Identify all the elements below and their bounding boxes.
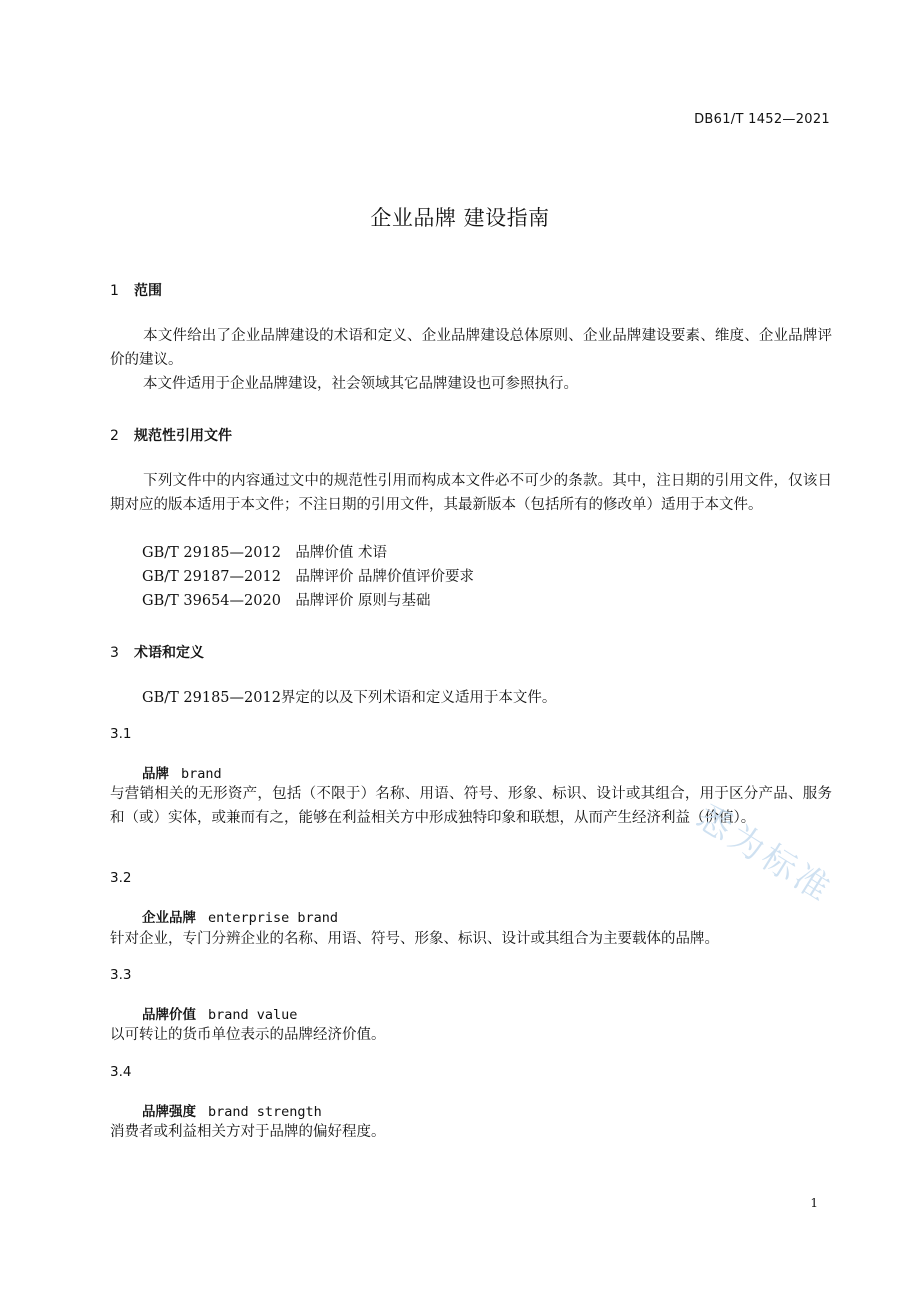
term-number: 3.4 xyxy=(110,1064,132,1080)
term-en: enterprise brand xyxy=(208,910,339,926)
section-title: 范围 xyxy=(134,283,162,299)
term-en: brand strength xyxy=(208,1104,322,1120)
term-number: 3.3 xyxy=(110,967,132,983)
section-number: 3 xyxy=(110,645,119,661)
watermark-text: 悉为标准 xyxy=(689,796,840,912)
term-definition: 与营销相关的无形资产，包括（不限于）名称、用语、符号、形象、标识、设计或其组合，用于区分产品、服务和（或）实体，或兼而有之，能够在利益相关方中形成独特印象和联想，从而产生经济利益（价值）。 xyxy=(110,786,832,826)
term-en: brand xyxy=(181,766,222,782)
page-number: 1 xyxy=(810,1196,818,1210)
term-definition: 以可转让的货币单位表示的品牌经济价值。 xyxy=(110,1027,386,1043)
reference-item: GB/T 29187—2012 品牌评价 品牌价值评价要求 xyxy=(142,569,475,585)
paragraph-text: 本文件给出了企业品牌建设的术语和定义、企业品牌建设总体原则、企业品牌建设要素、维度、企业品牌评价的建议。 xyxy=(110,328,832,368)
section-title: 规范性引用文件 xyxy=(134,428,232,444)
reference-item: GB/T 29185—2012 品牌价值 术语 xyxy=(142,545,388,561)
term-zh: 企业品牌 xyxy=(142,910,196,926)
normative-paragraph xyxy=(110,469,832,517)
term-heading xyxy=(142,762,222,782)
paragraph-text: 本文件适用于企业品牌建设，社会领域其它品牌建设也可参照执行。 xyxy=(143,376,578,392)
term-heading xyxy=(142,1100,322,1120)
document-code: DB61/T 1452—2021 xyxy=(694,112,830,127)
term-heading xyxy=(142,906,338,926)
term-heading xyxy=(142,1003,297,1023)
terms-intro: GB/T 29185—2012界定的以及下列术语和定义适用于本文件。 xyxy=(142,690,557,706)
term-definition: 消费者或利益相关方对于品牌的偏好程度。 xyxy=(110,1124,386,1140)
scope-paragraph-1 xyxy=(110,324,832,372)
term-zh: 品牌 xyxy=(142,766,169,782)
section-heading-normative xyxy=(110,425,232,445)
term-en: brand value xyxy=(208,1007,298,1023)
term-zh: 品牌价值 xyxy=(142,1007,196,1023)
term-number: 3.2 xyxy=(110,870,132,886)
reference-item: GB/T 39654—2020 品牌评价 原则与基础 xyxy=(142,593,431,609)
section-title: 术语和定义 xyxy=(134,645,204,661)
scope-paragraph-2 xyxy=(110,372,832,396)
term-definition: 针对企业，专门分辨企业的名称、用语、符号、形象、标识、设计或其组合为主要载体的品牌。 xyxy=(110,931,719,947)
section-heading-scope xyxy=(110,280,162,300)
term-number: 3.1 xyxy=(110,726,132,742)
section-heading-terms xyxy=(110,642,204,662)
section-number: 2 xyxy=(110,428,119,444)
term-zh: 品牌强度 xyxy=(142,1104,196,1120)
section-number: 1 xyxy=(110,283,119,299)
paragraph-text: 下列文件中的内容通过文中的规范性引用而构成本文件必不可少的条款。其中，注日期的引用文件，仅该日期对应的版本适用于本文件；不注日期的引用文件，其最新版本（包括所有的修改单）适用于本文件。 xyxy=(110,473,832,513)
document-title: 企业品牌 建设指南 xyxy=(370,206,550,230)
